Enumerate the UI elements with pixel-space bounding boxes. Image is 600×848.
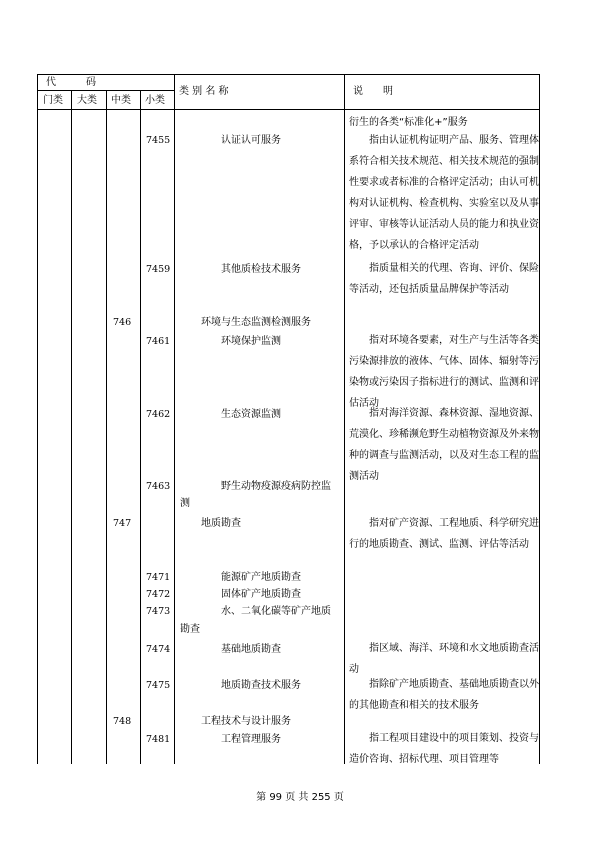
category-name: 工程管理服务	[221, 734, 281, 745]
table-row-description: 指由认证机构证明产品、服务、管理体系符合相关技术规范、相关技术规范的强制性要求或者标准的合格评定活动；由认可机构对认证机构、检查机构、实验室以及从事评审、审核等认证活动人员的能力和执业资格，予以承认的合格评定活动	[349, 135, 539, 251]
header-category-name: 类 别 名 称	[179, 86, 229, 97]
code-xiao: 7455	[146, 135, 171, 146]
code-xiao: 7471	[146, 572, 171, 583]
category-name: 野生动物疫源疫病防控监	[221, 481, 331, 492]
category-name: 水、二氧化碳等矿产地质	[221, 606, 331, 617]
header-description: 说 明	[353, 86, 393, 97]
col-divider-zhong	[140, 90, 141, 764]
code-xiao: 7459	[146, 264, 171, 275]
header-da: 大类	[77, 95, 97, 106]
header-bottom-border	[37, 109, 540, 110]
category-name: 认证认可服务	[221, 135, 281, 146]
code-xiao: 7475	[146, 680, 171, 691]
page-number-footer: 第 99 页 共 255 页	[256, 792, 344, 803]
category-name: 生态资源监测	[221, 409, 281, 420]
header-xiao: 小类	[145, 95, 165, 106]
category-name: 固体矿产地质勘查	[221, 589, 301, 600]
table-row-description: 衍生的各类“标准化+”服务	[349, 117, 468, 128]
category-name: 其他质检技术服务	[221, 264, 301, 275]
header-men: 门类	[43, 95, 63, 106]
category-name: 环境与生态监测检测服务	[201, 317, 311, 328]
table-row-description: 指工程项目建设中的项目策划、投资与造价咨询、招标代理、项目管理等	[349, 733, 539, 764]
code-xiao: 7481	[146, 734, 171, 745]
code-xiao: 7473	[146, 606, 171, 617]
table-border-right	[539, 74, 540, 764]
code-header-divider	[37, 90, 174, 91]
category-name: 环境保护监测	[221, 336, 281, 347]
code-xiao: 7463	[146, 481, 171, 492]
table-row-description: 指除矿产地质勘查、基础地质勘查以外的其他勘查和相关的技术服务	[349, 679, 539, 711]
table-row-description: 指对矿产资源、工程地质、科学研究进行的地质勘查、测试、监测、评估等活动	[349, 518, 539, 550]
category-name: 基础地质勘查	[221, 644, 281, 655]
category-name-continued: 勘查	[180, 624, 200, 635]
category-name: 能源矿产地质勘查	[221, 572, 301, 583]
category-name: 地质勘查	[201, 518, 241, 529]
col-divider-men	[71, 90, 72, 764]
category-name-continued: 测	[180, 498, 190, 509]
category-name: 地质勘查技术服务	[221, 680, 301, 691]
code-zhong: 748	[113, 716, 132, 727]
code-xiao: 7472	[146, 589, 171, 600]
code-xiao: 7474	[146, 644, 171, 655]
code-xiao: 7462	[146, 409, 171, 420]
header-zhong: 中类	[111, 95, 131, 106]
col-divider-code-name	[174, 74, 175, 764]
category-name: 工程技术与设计服务	[201, 716, 291, 727]
col-divider-name-desc	[344, 74, 345, 764]
code-zhong: 747	[113, 518, 132, 529]
table-row-description: 指对环境各要素，对生产与生活等各类污染源排放的液体、气体、固体、辐射等污染物或污染因子指标进行的测试、监测和评估活动	[349, 335, 539, 409]
header-code: 代 码	[46, 77, 96, 88]
table-row-description: 指对海洋资源、森林资源、湿地资源、荒漠化、珍稀濒危野生动植物资源及外来物种的调查与监测活动，以及对生态工程的监测活动	[349, 408, 539, 482]
code-xiao: 7461	[146, 336, 171, 347]
table-border-top	[37, 74, 540, 75]
table-border-left	[37, 74, 38, 764]
table-row-description: 指区域、海洋、环境和水文地质勘查活动	[349, 643, 539, 675]
col-divider-da	[106, 90, 107, 764]
code-zhong: 746	[113, 317, 132, 328]
table-row-description: 指质量相关的代理、咨询、评价、保险等活动，还包括质量品牌保护等活动	[349, 263, 539, 295]
